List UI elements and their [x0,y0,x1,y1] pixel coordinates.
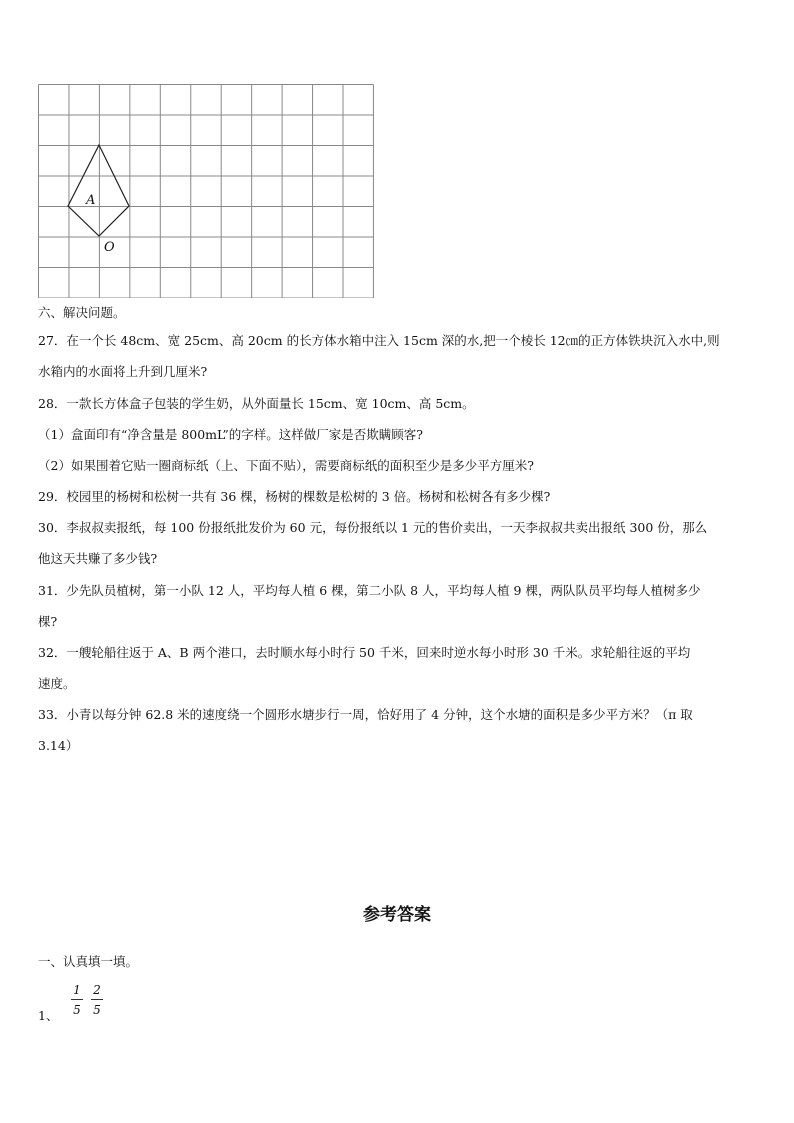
fraction-denominator: 5 [73,1003,81,1017]
q29: 29．校园里的杨树和松树一共有 36 棵，杨树的棵数是松树的 3 倍。杨树和松树各有多少棵? [38,489,551,504]
q28-part2: （2）如果围着它贴一圈商标纸（上、下面不贴），需要商标纸的面积至少是多少平方厘米? [38,458,534,473]
label-o: O [104,240,115,255]
q30-line1: 30．李叔叔卖报纸，每 100 份报纸批发价为 60 元，每份报纸以 1 元的售价卖出，一天李叔叔共卖出报纸 300 份，那么 [38,520,708,535]
fraction-numerator: 2 [93,983,101,997]
answer-1-label: 1、 [38,1008,59,1023]
q31-line2: 棵? [38,614,58,629]
label-a: A [86,193,96,208]
q30-line2: 他这天共赚了多少钱? [38,551,158,566]
section-heading-6: 六、解决问题。 [38,305,126,320]
answer-1-fraction-1 [71,983,83,1017]
q27-line2: 水箱内的水面将上升到几厘米? [38,364,208,379]
answers-title: 参考答案 [363,905,431,925]
q31-line1: 31．少先队员植树，第一小队 12 人，平均每人植 6 棵，第二小队 8 人，平均每人植 9 棵，两队队员平均每人植树多少 [38,583,701,598]
fraction-numerator: 1 [73,983,81,997]
q32-line1: 32．一艘轮船往返于 A、B 两个港口，去时顺水每小时行 50 千米，回来时逆水每小时形 30 千米。求轮船往返的平均 [38,645,691,660]
q28: 28．一款长方体盒子包装的学生奶，从外面量长 15cm、宽 10cm、高 5cm。 [38,396,475,411]
q27-line1: 27．在一个长 48cm、宽 25cm、高 20cm 的长方体水箱中注入 15cm 深的水,把一个棱长 12㎝的正方体铁块沉入水中,则 [38,333,720,348]
q33-line1: 33．小青以每分钟 62.8 米的速度绕一个圆形水塘步行一周，恰好用了 4 分钟，这个水塘的面积是多少平方米？（π 取 [38,707,693,722]
grid-figure [38,84,374,298]
q28-part1: （1）盒面印有“净含量是 800mL”的字样。这样做厂家是否欺瞒顾客? [38,427,423,442]
answer-1-fraction-2 [91,983,103,1017]
kite-shape [68,145,129,236]
q33-line2: 3.14） [38,738,79,753]
answers-section-1: 一、认真填一填。 [38,954,139,969]
q32-line2: 速度。 [38,676,76,691]
fraction-denominator: 5 [93,1003,101,1017]
